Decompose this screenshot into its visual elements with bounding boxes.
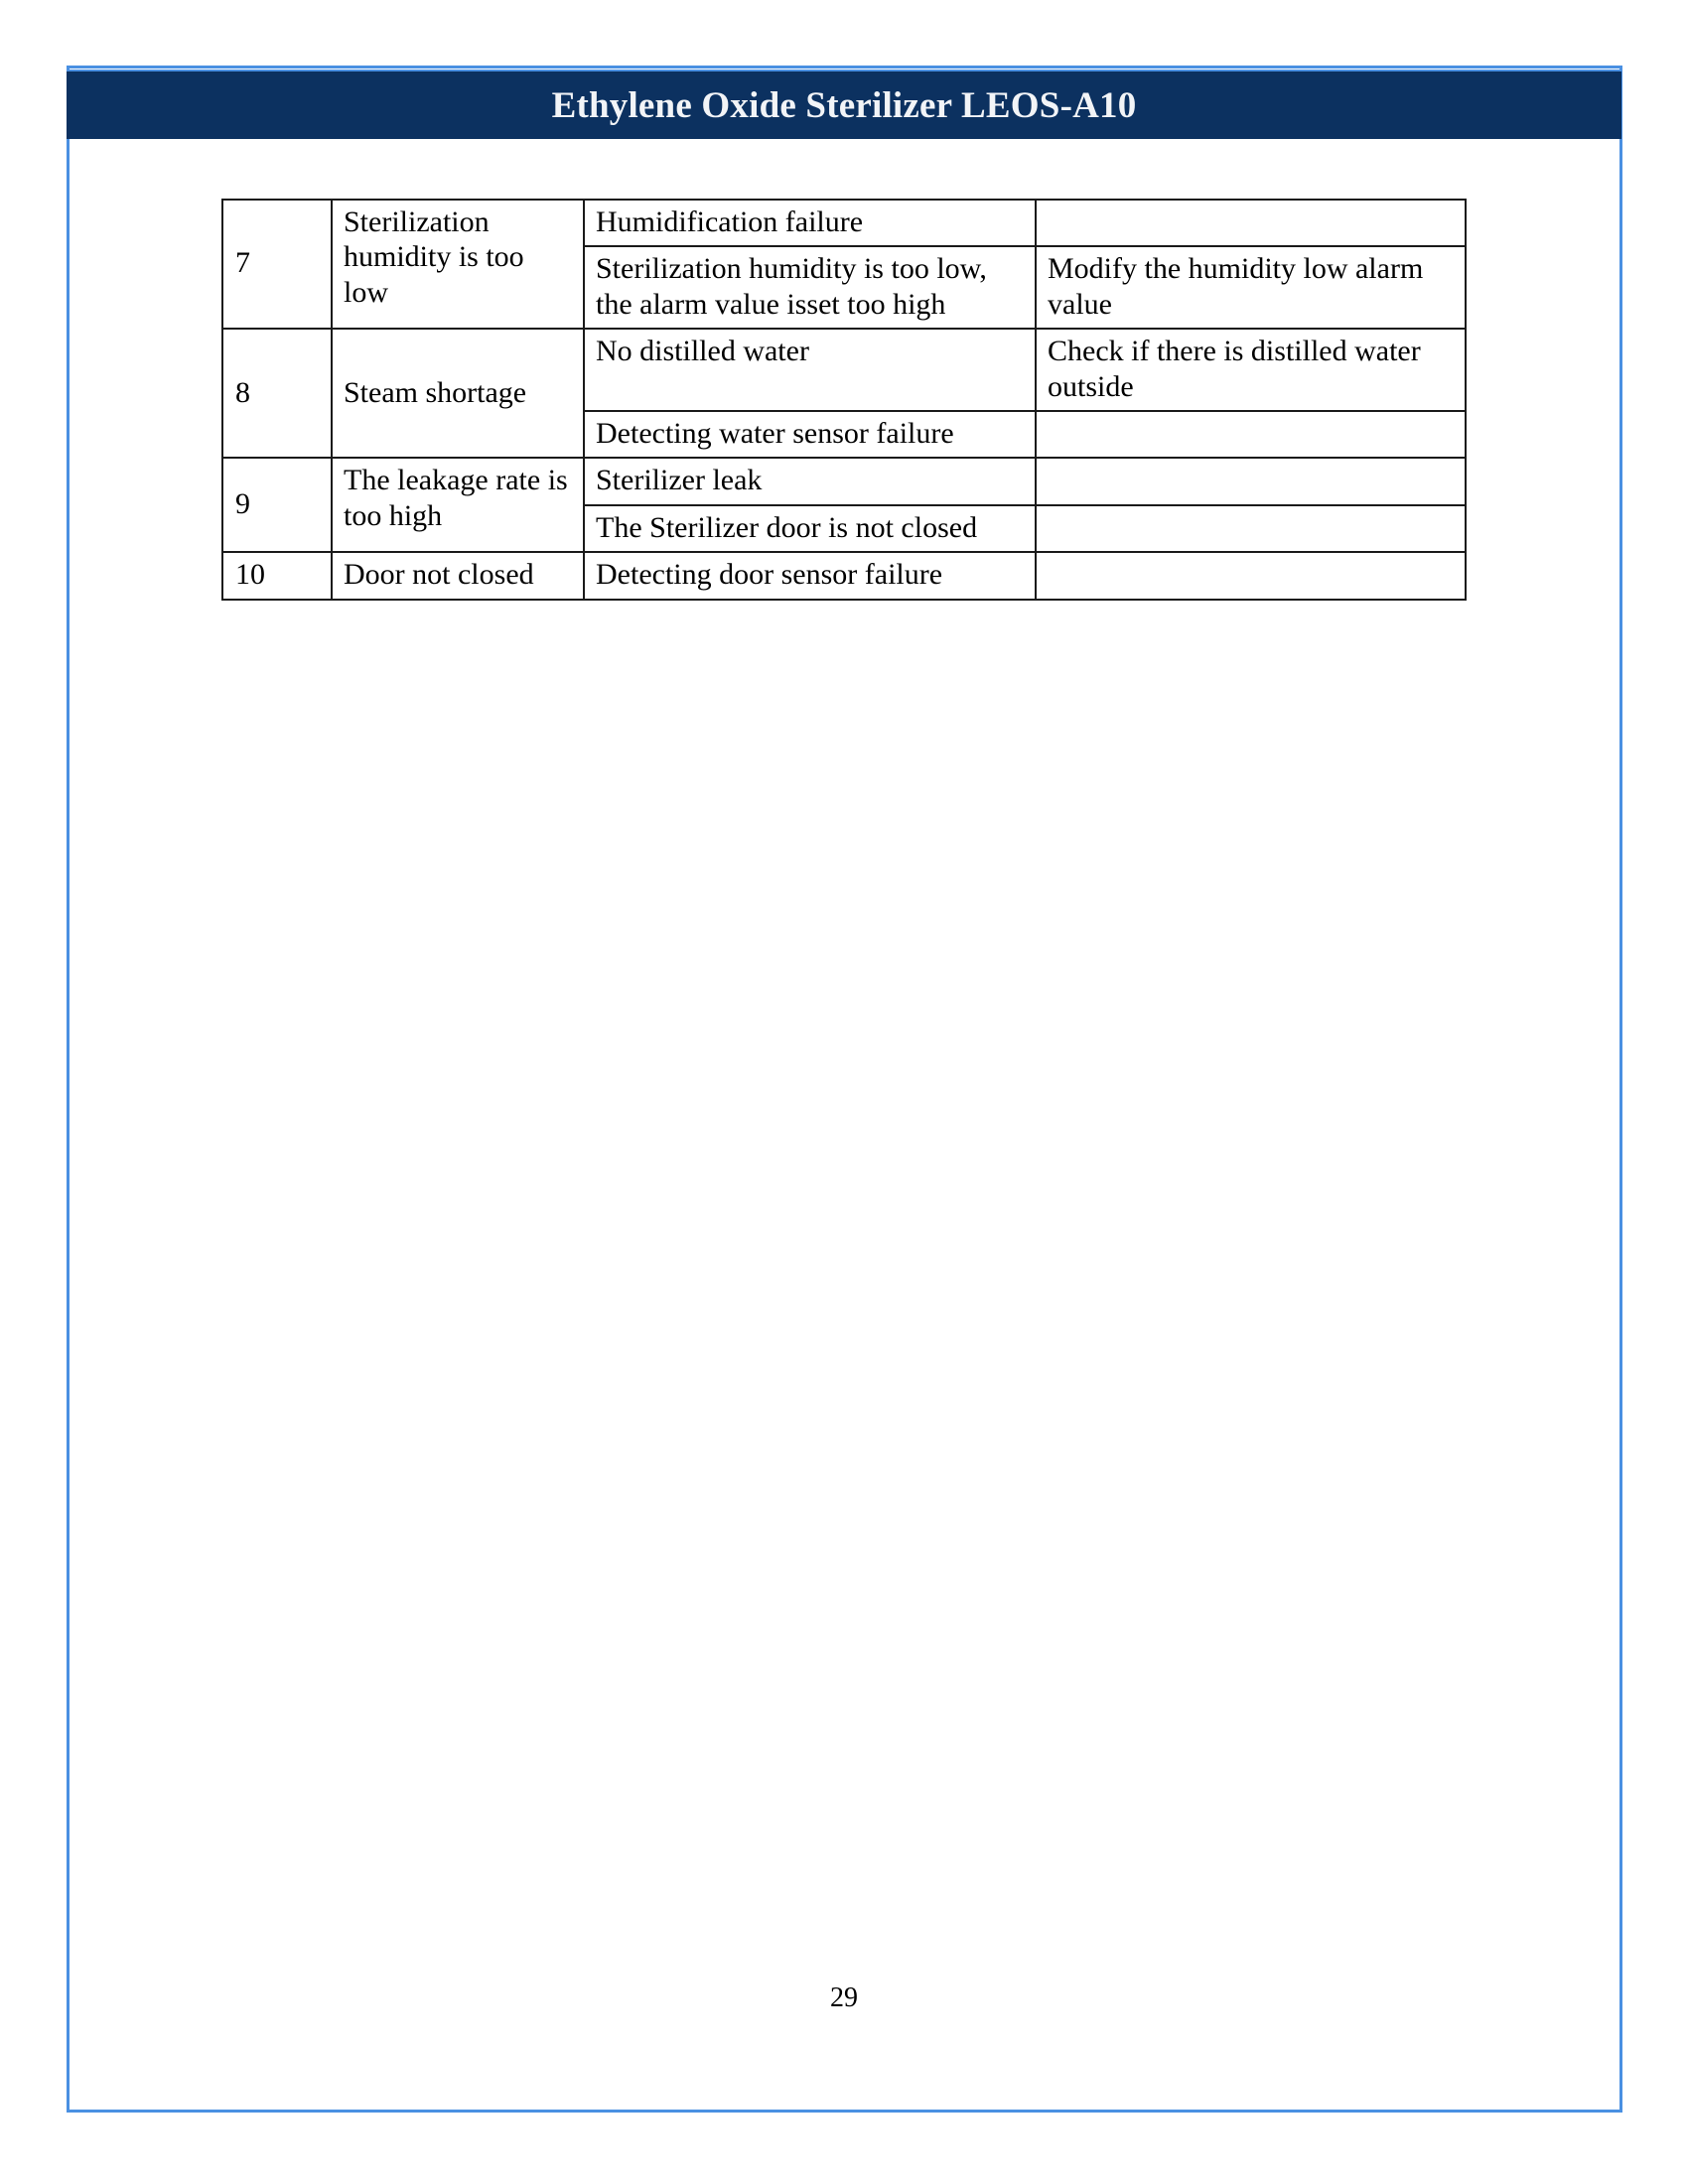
troubleshooting-table: [221, 199, 1467, 601]
fault-solution-cell: [1036, 458, 1466, 504]
fault-solution-cell: [1036, 552, 1466, 599]
row-number-cell: 8: [222, 329, 332, 458]
fault-solution-cell: Check if there is distilled water outside: [1036, 329, 1466, 411]
fault-cause-cell: The Sterilizer door is not closed: [584, 505, 1036, 552]
row-number-cell: 10: [222, 552, 332, 599]
fault-cause-cell: Sterilization humidity is too low, the alarm value isset too high: [584, 246, 1036, 329]
row-number-cell: 7: [222, 200, 332, 329]
fault-cause-cell: Humidification failure: [584, 200, 1036, 246]
page-number: 29: [830, 1982, 858, 2013]
fault-solution-cell: [1036, 200, 1466, 246]
row-number-cell: 9: [222, 458, 332, 552]
fault-cause-cell: Detecting water sensor failure: [584, 411, 1036, 458]
fault-cause-cell: Detecting door sensor failure: [584, 552, 1036, 599]
document-title: Ethylene Oxide Sterilizer LEOS-A10: [551, 84, 1137, 126]
fault-solution-cell: Modify the humidity low alarm value: [1036, 246, 1466, 329]
fault-name-cell: Steam shortage: [332, 329, 584, 458]
fault-name-cell: Sterilization humidity is too low: [332, 200, 584, 329]
document-header-bar: [67, 69, 1621, 139]
table-row: [222, 329, 1466, 411]
table-row: [222, 552, 1466, 599]
fault-name-cell: The leakage rate is too high: [332, 458, 584, 552]
table-row: [222, 458, 1466, 504]
fault-name-cell: Door not closed: [332, 552, 584, 599]
fault-solution-cell: [1036, 505, 1466, 552]
fault-cause-cell: No distilled water: [584, 329, 1036, 411]
table-row: [222, 200, 1466, 246]
table-body: [222, 200, 1466, 600]
fault-cause-cell: Sterilizer leak: [584, 458, 1036, 504]
fault-solution-cell: [1036, 411, 1466, 458]
